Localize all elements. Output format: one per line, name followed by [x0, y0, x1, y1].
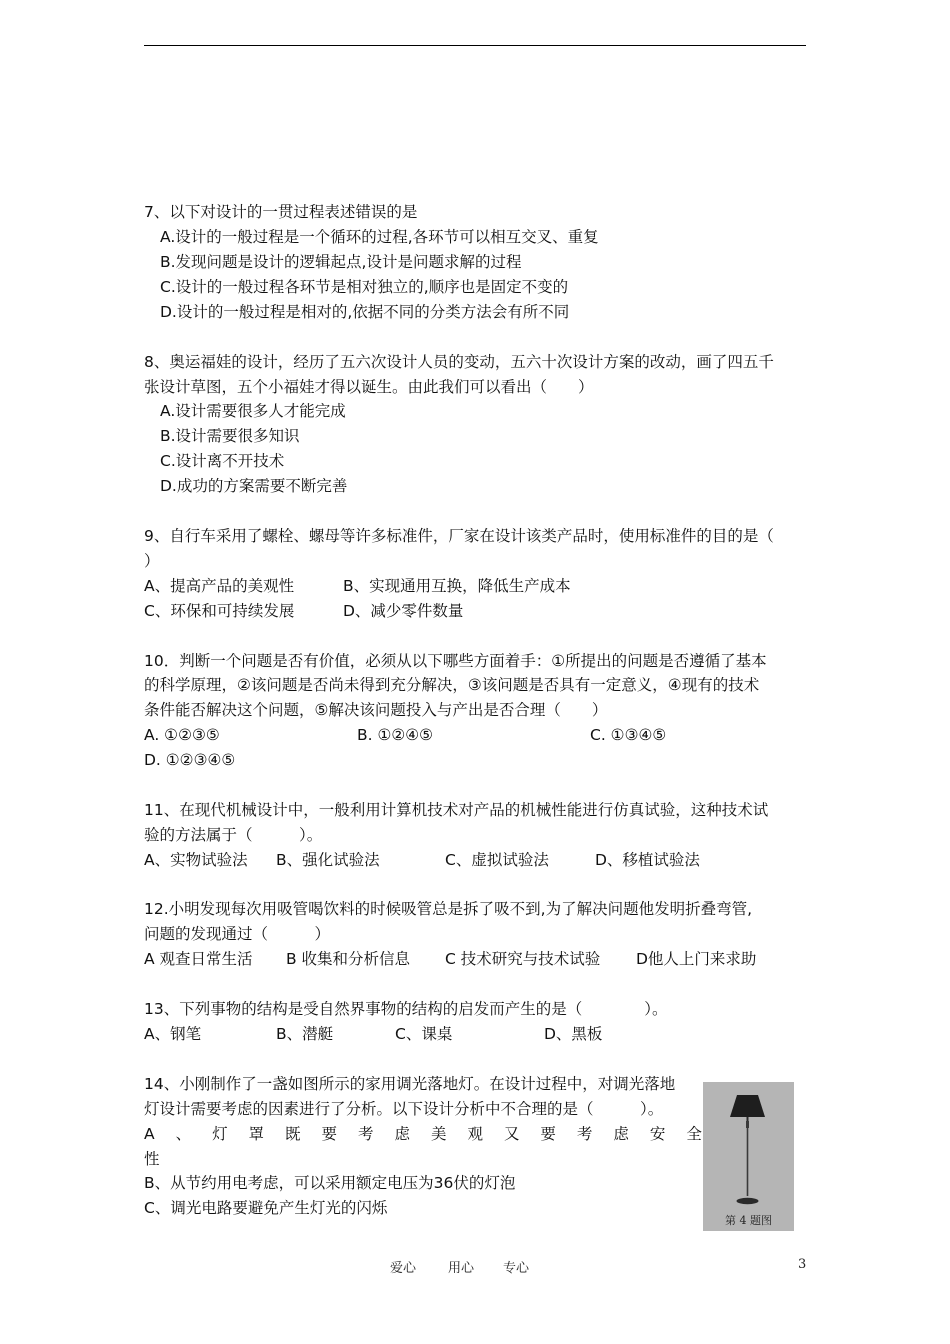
q14-stem-line2: 灯设计需要考虑的因素进行了分析。以下设计分析中不合理的是（ ）。 [144, 1100, 664, 1118]
q10-option-a: A. ①②③⑤ [144, 726, 220, 744]
q10-stem-line1: 10．判断一个问题是否有价值，必须从以下哪些方面着手：①所提出的问题是否遵循了基本 [144, 652, 767, 670]
q12-option-d: D他人上门来求助 [636, 950, 757, 968]
floor-lamp-icon [703, 1082, 794, 1212]
q9-stem-line1: 9、自行车采用了螺栓、螺母等许多标准件，厂家在设计该类产品时，使用标准件的目的是（ [144, 527, 774, 545]
q14-a-char: 虑 [394, 1125, 410, 1143]
q14-a-char: 观 [467, 1125, 483, 1143]
q12-stem-line1: 12.小明发现每次用吸管喝饮料的时候吸管总是拆了吸不到,为了解决问题他发明折叠弯管, [144, 900, 753, 918]
q14-option-a-tail: 性 [144, 1150, 160, 1168]
q14-stem-line1: 14、小刚制作了一盏如图所示的家用调光落地灯。在设计过程中，对调光落地 [144, 1075, 676, 1093]
q10-option-d: D. ①②③④⑤ [144, 751, 236, 769]
q8-option-a: A.设计需要很多人才能完成 [160, 402, 346, 420]
floor-lamp-figure [703, 1082, 794, 1231]
q10-option-b: B. ①②④⑤ [357, 726, 434, 744]
q14-option-c: C、调光电路要避免产生灯光的闪烁 [144, 1199, 388, 1217]
q12-option-a: A 观查日常生活 [144, 950, 253, 968]
q12-option-c: C 技术研究与技术试验 [445, 950, 601, 968]
q14-option-a [144, 1124, 702, 1144]
q14-a-char: 既 [285, 1125, 301, 1143]
q14-a-char: 考 [358, 1125, 374, 1143]
q13-stem: 13、下列事物的结构是受自然界事物的结构的启发而产生的是（ ）。 [144, 1000, 668, 1018]
page-number: 3 [798, 1257, 807, 1272]
q7-stem: 7、以下对设计的一贯过程表述错误的是 [144, 203, 418, 221]
q9-option-b: B、实现通用互换，降低生产成本 [343, 577, 571, 595]
figure-caption: 第 4 题图 [725, 1214, 772, 1227]
q14-a-char: 灯 [212, 1125, 228, 1143]
q10-stem-line3: 条件能否解决这个问题，⑤解决该问题投入与产出是否合理（ ） [144, 701, 608, 719]
footer-item: 爱心 [390, 1261, 417, 1276]
q13-option-a: A、钢笔 [144, 1025, 202, 1043]
q14-a-char: 又 [503, 1125, 520, 1143]
q12-option-b: B 收集和分析信息 [286, 950, 411, 968]
q9-option-a: A、提高产品的美观性 [144, 577, 295, 595]
q8-option-d: D.成功的方案需要不断完善 [160, 477, 348, 495]
q14-a-char: 美 [430, 1125, 447, 1143]
header-rule [144, 45, 806, 46]
q14-a-char: A [144, 1125, 155, 1143]
q14-a-char: 、 [175, 1125, 192, 1143]
footer-item: 专心 [503, 1261, 530, 1276]
q14-a-char: 虑 [613, 1125, 629, 1143]
q14-a-char: 安 [649, 1125, 666, 1143]
q9-stem-line2: ） [144, 552, 160, 570]
q13-option-b: B、潜艇 [276, 1025, 334, 1043]
q11-option-b: B、强化试验法 [276, 851, 380, 869]
q8-option-c: C.设计离不开技术 [160, 452, 285, 470]
q14-option-b: B、从节约用电考虑，可以采用额定电压为36伏的灯泡 [144, 1174, 516, 1192]
q14-a-char: 要 [321, 1125, 338, 1143]
q8-stem-line2: 张设计草图，五个小福娃才得以诞生。由此我们可以看出（ ） [144, 378, 594, 396]
q7-option-c: C.设计的一般过程各环节是相对独立的,顺序也是固定不变的 [160, 278, 569, 296]
q14-a-char: 全 [686, 1125, 702, 1143]
q7-option-a: A.设计的一般过程是一个循环的过程,各环节可以相互交叉、重复 [160, 228, 599, 246]
q11-option-c: C、虚拟试验法 [445, 851, 549, 869]
q10-option-c: C. ①③④⑤ [590, 726, 667, 744]
q9-option-d: D、减少零件数量 [343, 602, 464, 620]
q11-option-a: A、实物试验法 [144, 851, 248, 869]
q7-option-d: D.设计的一般过程是相对的,依据不同的分类方法会有所不同 [160, 303, 570, 321]
q14-a-char: 罩 [248, 1125, 265, 1143]
q13-option-c: C、课桌 [395, 1025, 453, 1043]
q9-option-c: C、环保和可持续发展 [144, 602, 295, 620]
q12-stem-line2: 问题的发现通过（ ） [144, 925, 331, 943]
q13-option-d: D、黑板 [544, 1025, 603, 1043]
q14-a-char: 考 [576, 1125, 593, 1143]
q8-stem-line1: 8、奥运福娃的设计，经历了五六次设计人员的变动，五六十次设计方案的改动，画了四五千 [144, 353, 774, 371]
q8-option-b: B.设计需要很多知识 [160, 427, 300, 445]
q11-stem-line1: 11、在现代机械设计中，一般利用计算机技术对产品的机械性能进行仿真试验，这种技术试 [144, 801, 769, 819]
q14-a-char: 要 [540, 1125, 556, 1143]
q11-option-d: D、移植试验法 [595, 851, 700, 869]
q10-stem-line2: 的科学原理，②该问题是否尚未得到充分解决，③该问题是否具有一定意义，④现有的技术 [144, 676, 760, 694]
q7-option-b: B.发现问题是设计的逻辑起点,设计是问题求解的过程 [160, 253, 522, 271]
q11-stem-line2: 验的方法属于（ ）。 [144, 826, 323, 844]
footer-item: 用心 [448, 1261, 475, 1276]
